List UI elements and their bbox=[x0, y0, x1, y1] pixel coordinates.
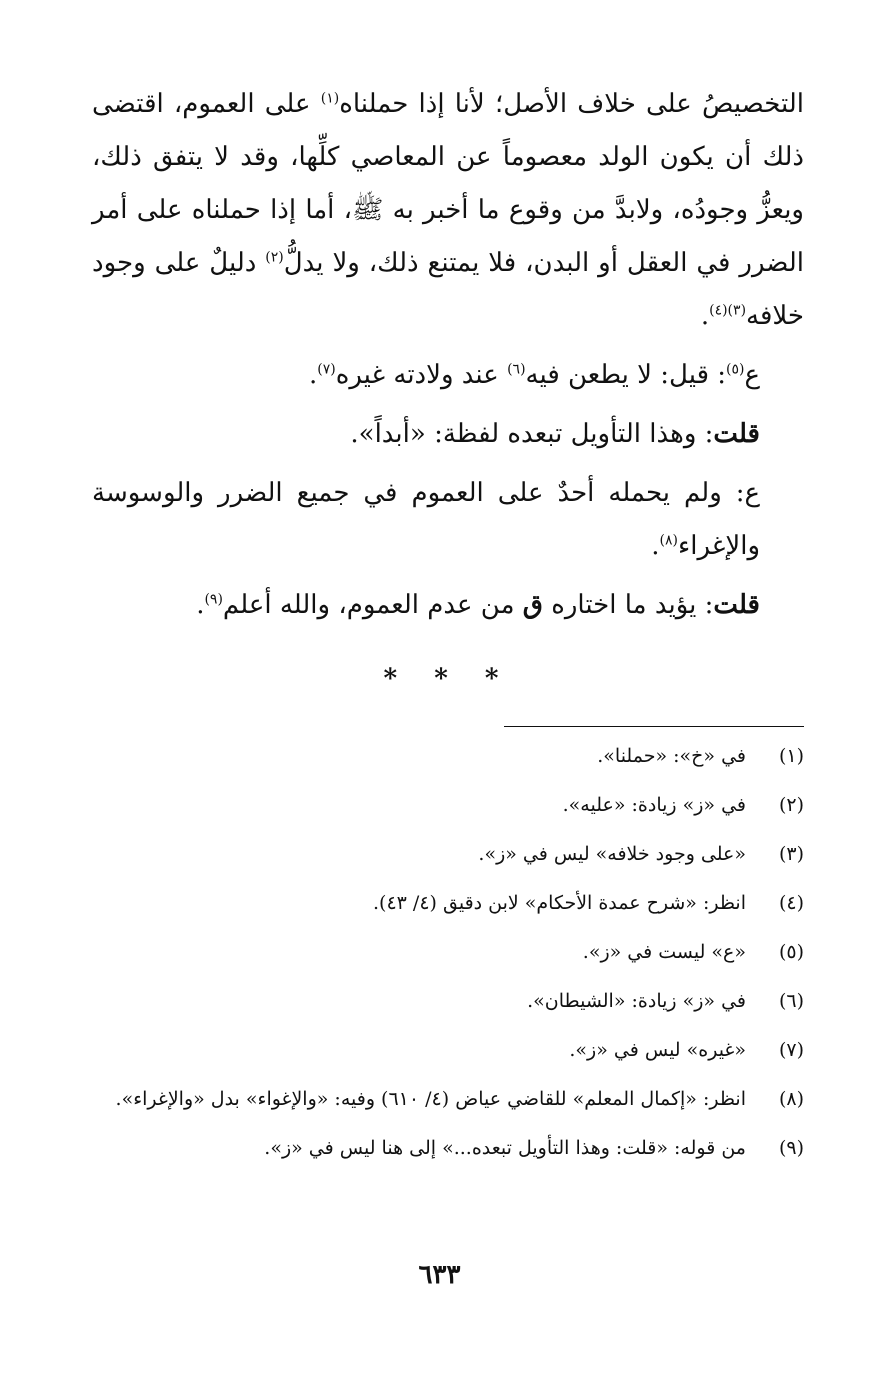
footnote-item bbox=[92, 788, 804, 823]
paragraph-1 bbox=[92, 78, 804, 343]
paragraph-1-text: التخصيصُ على خلاف الأصل؛ لأنا إذا حملناه bbox=[339, 89, 804, 119]
main-text bbox=[92, 78, 804, 632]
paragraph-3 bbox=[92, 408, 804, 461]
footnote-text: في «ز» زيادة: «الشيطان». bbox=[527, 990, 746, 1012]
paragraph-1-text-3: دليلٌ على وجود خلافه bbox=[92, 248, 804, 331]
footnote-text: في «خ»: «حملنا». bbox=[597, 745, 746, 767]
footnote-text: انظر: «إكمال المعلم» للقاضي عياض (٤/ ٦١٠) وفيه: «والإغواء» بدل «والإغراء». bbox=[115, 1088, 746, 1110]
footnote-number: (٤) bbox=[778, 892, 804, 914]
footnote-number: (٨) bbox=[778, 1088, 804, 1110]
footnote-text: في «ز» زيادة: «عليه». bbox=[562, 794, 746, 816]
paragraph-2 bbox=[92, 349, 804, 402]
footnote-number: (٧) bbox=[778, 1039, 804, 1061]
footnote-number: (٦) bbox=[778, 990, 804, 1012]
footnote-ref-8[interactable]: (٨) bbox=[659, 532, 678, 549]
paragraph-5-label: قلت bbox=[713, 590, 760, 620]
footnote-text: «على وجود خلافه» ليس في «ز». bbox=[478, 843, 746, 865]
footnote-item bbox=[92, 935, 804, 970]
paragraph-2-end: . bbox=[308, 360, 318, 390]
footnote-divider bbox=[504, 726, 804, 727]
footnote-text: من قوله: «قلت: وهذا التأويل تبعده...» إلى هنا ليس في «ز». bbox=[264, 1137, 746, 1159]
paragraph-5-text: : يؤيد ما اختاره bbox=[542, 590, 714, 620]
paragraph-1-end: . bbox=[700, 301, 710, 331]
footnote-text: انظر: «شرح عمدة الأحكام» لابن دقيق (٤/ ٤٣). bbox=[372, 892, 746, 914]
footnote-text: «ع» ليست في «ز». bbox=[582, 941, 746, 963]
footnote-ref-6[interactable]: (٦) bbox=[507, 361, 526, 378]
footnote-number: (٣) bbox=[778, 843, 804, 865]
paragraph-1-text-2: على العموم، اقتضى ذلك أن يكون الولد معصوماً عن المعاصي كلِّها، وقد لا يتفق ذلك، ويعزُّ وجودُه، ولابدَّ من وقوع ما أخبر به ﷺ، أما إذا حملناه على أمر الضرر في العقل أو البدن، فلا يمتنع ذلك، ولا يدلُّ bbox=[92, 89, 804, 278]
footnote-number: (٥) bbox=[778, 941, 804, 963]
footnote-item bbox=[92, 739, 804, 774]
paragraph-5-end: . bbox=[196, 590, 205, 620]
footnote-item bbox=[92, 837, 804, 872]
footnote-number: (٢) bbox=[778, 794, 804, 816]
paragraph-2-text-2: عند ولادته غيره bbox=[335, 360, 508, 390]
footnote-ref-9[interactable]: (٩) bbox=[204, 591, 223, 608]
section-separator: * * * bbox=[383, 664, 513, 694]
footnote-ref-3-4[interactable]: (٣)(٤) bbox=[709, 302, 747, 319]
paragraph-5 bbox=[92, 579, 804, 632]
footnote-number: (١) bbox=[778, 745, 804, 767]
paragraph-3-text: : وهذا التأويل تبعده لفظة: «أبداً». bbox=[350, 419, 714, 449]
paragraph-2-label: ع bbox=[744, 360, 760, 390]
footnote-ref-1[interactable]: (١) bbox=[320, 90, 340, 107]
footnote-item bbox=[92, 886, 804, 921]
footnote-ref-7[interactable]: (٧) bbox=[317, 361, 336, 378]
footnote-ref-5[interactable]: (٥) bbox=[726, 361, 745, 378]
footnote-text: «غيره» ليس في «ز». bbox=[569, 1039, 746, 1061]
footnote-item bbox=[92, 1131, 804, 1166]
paragraph-5-abbrev: ق bbox=[522, 590, 543, 620]
book-page bbox=[92, 78, 804, 1180]
page-number: ٦٣٣ bbox=[418, 1260, 461, 1290]
footnote-ref-2[interactable]: (٢) bbox=[265, 249, 284, 266]
paragraph-4 bbox=[92, 467, 804, 573]
footnotes bbox=[92, 739, 804, 1166]
footnote-number: (٩) bbox=[778, 1137, 804, 1159]
paragraph-5-text-2: من عدم العموم، والله أعلم bbox=[222, 590, 523, 620]
footnote-item bbox=[92, 984, 804, 1019]
footnote-item bbox=[92, 1082, 804, 1117]
paragraph-3-label: قلت bbox=[713, 419, 760, 449]
paragraph-4-text: ع: ولم يحمله أحدٌ على العموم في جميع الضرر والوسوسة والإغراء bbox=[92, 478, 760, 561]
footnote-item bbox=[92, 1033, 804, 1068]
paragraph-4-end: . bbox=[651, 531, 660, 561]
paragraph-2-text: : قيل: لا يطعن فيه bbox=[525, 360, 727, 390]
